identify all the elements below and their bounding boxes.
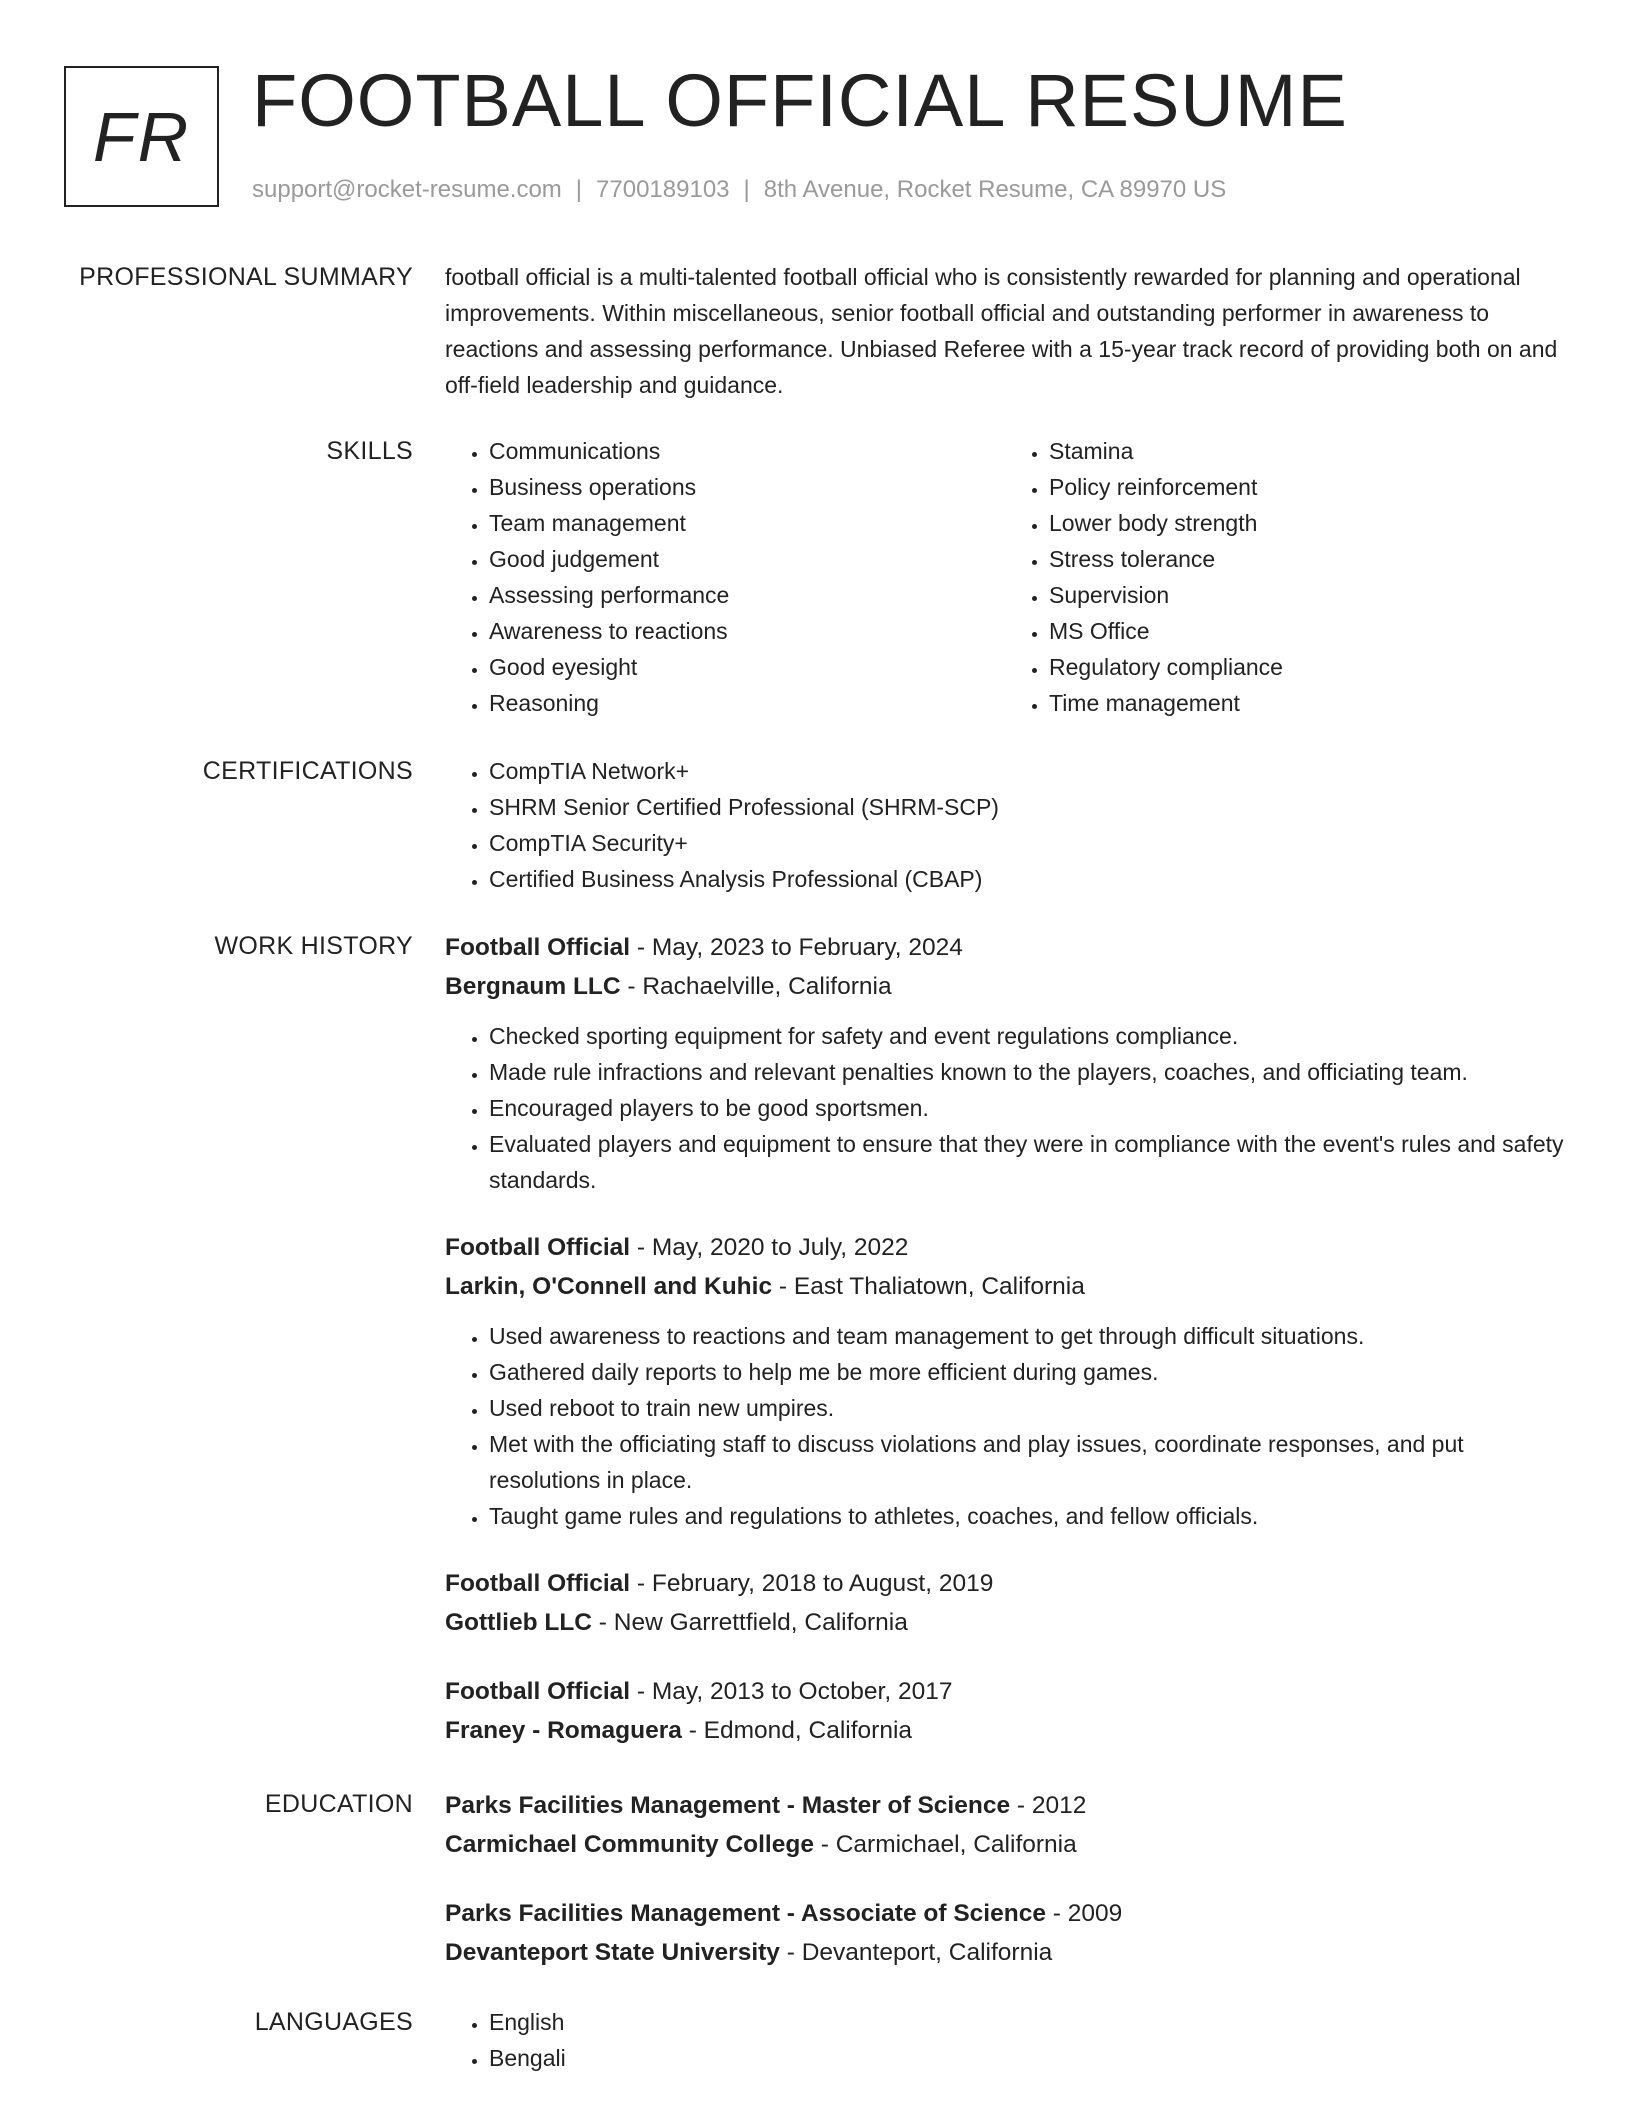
skills-grid xyxy=(445,433,1565,721)
education-location: - Devanteport, California xyxy=(779,1939,1053,1966)
education-year: - 2009 xyxy=(1045,1900,1123,1927)
job-title: Football Official xyxy=(445,1234,631,1261)
job-title-line xyxy=(445,1672,1565,1711)
language-item: • Bengali xyxy=(489,2040,1565,2076)
job-duty: • Used reboot to train new umpires. xyxy=(489,1390,1565,1426)
skills-list-right xyxy=(1005,433,1565,721)
languages-list xyxy=(445,2004,1565,2076)
section-label-education: EDUCATION xyxy=(264,1790,413,1818)
job-duty: • Encouraged players to be good sportsmen. xyxy=(489,1090,1565,1126)
job-title: Football Official xyxy=(445,1678,631,1705)
job-entry xyxy=(445,1564,1565,1642)
education-school-line xyxy=(445,1933,1565,1972)
certification-item: • CompTIA Network+ xyxy=(489,753,1565,789)
job-title-line xyxy=(445,928,1565,967)
job-duty: • Evaluated players and equipment to ensure that they were in compliance with the event's rules and safety standards. xyxy=(489,1126,1565,1198)
job-duties xyxy=(445,1018,1565,1198)
contact-address: 8th Avenue, Rocket Resume, CA 89970 US xyxy=(763,176,1227,203)
section-label-work-history: WORK HISTORY xyxy=(214,932,413,960)
job-duty: • Taught game rules and regulations to athletes, coaches, and fellow officials. xyxy=(489,1498,1565,1534)
summary-text: football official is a multi-talented football official who is consistently rewarded for planning and operational improvements. Within miscellaneous, senior football official and outstanding performer in awareness to reactions and assessing performance. Unbiased Referee with a 15-year track record of providing both on and off-field leadership and guidance. xyxy=(445,264,1558,398)
education-year: - 2012 xyxy=(1010,1792,1087,1819)
skill-item: • Team management xyxy=(489,505,1005,541)
job-duty: • Used awareness to reactions and team management to get through difficult situations. xyxy=(489,1318,1565,1354)
skill-item: • Good eyesight xyxy=(489,649,1005,685)
skill-item: • Awareness to reactions xyxy=(489,613,1005,649)
contact-separator: | xyxy=(575,176,583,203)
job-company-line xyxy=(445,1711,1565,1750)
skill-item: • Stress tolerance xyxy=(1049,541,1565,577)
education-degree: Parks Facilities Management - Master of Science xyxy=(445,1792,1011,1819)
education-entry xyxy=(445,1894,1565,1972)
certification-item: • CompTIA Security+ xyxy=(489,825,1565,861)
skill-item: • Stamina xyxy=(1049,433,1565,469)
contact-separator: | xyxy=(743,176,750,203)
languages-body xyxy=(445,2004,1565,2076)
job-location: - New Garrettfield, California xyxy=(591,1609,908,1636)
job-company: Bergnaum LLC xyxy=(445,973,621,1000)
section-label-skills: SKILLS xyxy=(326,437,413,465)
skill-item: • Business operations xyxy=(489,469,1005,505)
job-company: Larkin, O'Connell and Kuhic xyxy=(445,1273,773,1300)
job-location: - Edmond, California xyxy=(681,1717,913,1744)
job-duties xyxy=(445,1318,1565,1534)
skill-item: • Supervision xyxy=(1049,577,1565,613)
certifications-body xyxy=(445,753,1565,897)
job-entry xyxy=(445,1228,1565,1534)
education-degree-line xyxy=(445,1894,1565,1933)
job-title-line xyxy=(445,1228,1565,1267)
summary-body xyxy=(445,259,1565,403)
job-company-line xyxy=(445,1267,1565,1306)
education-degree: Parks Facilities Management - Associate of Science xyxy=(445,1900,1046,1927)
job-dates: - May, 2020 to July, 2022 xyxy=(630,1234,909,1261)
job-location: - Rachaelville, California xyxy=(620,973,892,1000)
skill-item: • Time management xyxy=(1049,685,1565,721)
skill-item: • Assessing performance xyxy=(489,577,1005,613)
certifications-list xyxy=(445,753,1565,897)
language-item: • English xyxy=(489,2004,1565,2040)
resume-title: FOOTBALL OFFICIAL RESUME xyxy=(252,59,1348,142)
certification-item: • Certified Business Analysis Professional (CBAP) xyxy=(489,861,1565,897)
job-company: Franey - Romaguera xyxy=(445,1717,682,1744)
education-degree-line xyxy=(445,1786,1565,1825)
monogram-initials: FR xyxy=(92,97,191,176)
job-duty: • Made rule infractions and relevant penalties known to the players, coaches, and officiating team. xyxy=(489,1054,1565,1090)
skill-item: • Lower body strength xyxy=(1049,505,1565,541)
job-dates: - May, 2013 to October, 2017 xyxy=(630,1678,953,1705)
education-body xyxy=(445,1786,1565,2002)
job-entry xyxy=(445,1672,1565,1750)
job-title-line xyxy=(445,1564,1565,1603)
skill-item: • MS Office xyxy=(1049,613,1565,649)
certification-item: • SHRM Senior Certified Professional (SHRM-SCP) xyxy=(489,789,1565,825)
work-history-body xyxy=(445,928,1565,1780)
job-company-line xyxy=(445,1603,1565,1642)
contact-email[interactable]: support@rocket-resume.com xyxy=(252,176,562,203)
job-title: Football Official xyxy=(445,934,631,961)
skill-item: • Reasoning xyxy=(489,685,1005,721)
job-company-line xyxy=(445,967,1565,1006)
section-label-certifications: CERTIFICATIONS xyxy=(202,757,413,785)
skill-item: • Regulatory compliance xyxy=(1049,649,1565,685)
job-dates: - February, 2018 to August, 2019 xyxy=(630,1570,994,1597)
job-duty: • Gathered daily reports to help me be more efficient during games. xyxy=(489,1354,1565,1390)
education-school: Carmichael Community College xyxy=(445,1831,814,1858)
section-label-summary: PROFESSIONAL SUMMARY xyxy=(79,263,413,291)
education-entry xyxy=(445,1786,1565,1864)
skill-item: • Communications xyxy=(489,433,1005,469)
education-school-line xyxy=(445,1825,1565,1864)
monogram-box xyxy=(64,66,219,207)
section-label-languages: LANGUAGES xyxy=(254,2008,413,2036)
skills-list-left xyxy=(445,433,1005,721)
contact-line xyxy=(252,172,1226,208)
education-location: - Carmichael, California xyxy=(813,1831,1077,1858)
contact-phone[interactable]: 7700189103 xyxy=(596,176,730,203)
job-company: Gottlieb LLC xyxy=(445,1609,592,1636)
skill-item: • Good judgement xyxy=(489,541,1005,577)
skill-item: • Policy reinforcement xyxy=(1049,469,1565,505)
job-duty: • Checked sporting equipment for safety and event regulations compliance. xyxy=(489,1018,1565,1054)
job-dates: - May, 2023 to February, 2024 xyxy=(630,934,963,961)
job-duty: • Met with the officiating staff to discuss violations and play issues, coordinate responses, and put resolutions in place. xyxy=(489,1426,1565,1498)
job-location: - East Thaliatown, California xyxy=(772,1273,1085,1300)
education-school: Devanteport State University xyxy=(445,1939,780,1966)
job-entry xyxy=(445,928,1565,1198)
job-title: Football Official xyxy=(445,1570,631,1597)
